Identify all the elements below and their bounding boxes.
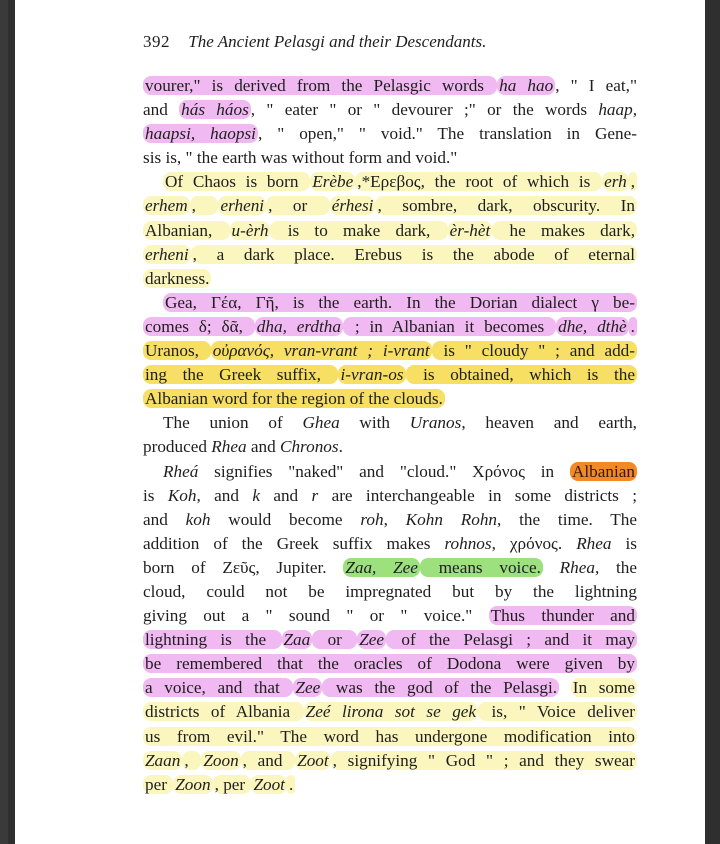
running-title: The Ancient Pelasgi and their Descendants. <box>188 32 487 51</box>
highlight-yellow-soft: Zoon <box>203 750 239 770</box>
highlight-pink: ha hao <box>499 76 554 95</box>
highlight-yellow-soft: he makes dark, <box>494 220 635 240</box>
text-segment: , and <box>196 485 253 505</box>
text-line <box>143 676 637 700</box>
text-segment <box>559 678 571 697</box>
text-segment: roh <box>360 509 384 529</box>
highlight-orange: Albanian <box>571 461 635 481</box>
book-page <box>15 0 705 844</box>
text-segment: is <box>611 533 637 553</box>
text-line <box>143 484 637 508</box>
text-segment: giving out a " sound " or " voice." <box>143 606 489 626</box>
highlight-yellow-strong: Uranos, <box>145 341 209 361</box>
highlight-yellow-soft: darkness. <box>145 268 210 288</box>
highlight-yellow-soft: , sombre, dark, obscurity. In <box>377 196 635 216</box>
highlight-yellow-strong: ing the Greek suffix, <box>145 365 337 385</box>
text-line <box>143 411 637 435</box>
text-line <box>143 580 637 604</box>
highlight-yellow-soft: ,*Ερεβος, the root of which is <box>357 172 601 192</box>
highlight-pink: Zee <box>359 630 385 650</box>
text-segment: , " open," " void." The translation in Gene- <box>257 124 637 144</box>
text-line <box>143 604 637 628</box>
highlight-yellow-soft: erheni <box>145 244 189 264</box>
text-line <box>143 122 637 146</box>
highlight-pink: Thus thunder and <box>490 606 635 626</box>
highlight-pink: ; in Albanian it becomes <box>344 316 555 336</box>
highlight-yellow-strong: Albanian word for the region of the clouds. <box>145 389 443 409</box>
text-segment: , χρόνος. <box>491 533 577 553</box>
highlight-yellow-soft: . <box>288 774 294 794</box>
text-segment: Rhea <box>211 437 247 457</box>
highlight-pink: was the god of the Pelasgi. <box>324 678 558 698</box>
highlight-pink: Gea, Γέα, Γῆ, is the earth. In the Dorian dialect γ be- <box>165 292 635 312</box>
highlight-yellow-soft: districts of Albania <box>145 702 302 722</box>
highlight-yellow-strong: οὐρανός, vran-vrant ; i-vrant <box>212 341 430 361</box>
text-segment: with <box>339 413 410 433</box>
text-segment: , " I eat," <box>555 76 637 95</box>
highlight-yellow-soft: Of Chaos is born <box>165 172 309 192</box>
page-number: 392 <box>143 32 170 51</box>
highlight-yellow-soft: erhem <box>145 196 188 216</box>
highlight-yellow-soft: Albanian, <box>145 220 228 240</box>
text-line <box>143 749 637 773</box>
highlight-yellow-soft: , <box>191 196 217 216</box>
highlight-yellow-strong: is " cloudy " ; and add- <box>433 341 635 361</box>
text-segment: Rheá <box>163 461 199 481</box>
text-segment: haap <box>598 100 633 120</box>
highlight-pink: be remembered that the oracles of Dodona were given by <box>145 654 635 674</box>
highlight-pink: lightning is the <box>145 630 280 650</box>
highlight-yellow-soft: , a dark place. Erebus is the abode of eternal <box>192 244 635 264</box>
highlight-yellow-soft: erh <box>604 172 627 192</box>
highlight-pink: dhe, dthè <box>558 316 627 336</box>
highlight-yellow-soft: érhesi <box>331 196 374 216</box>
text-segment: would become <box>210 509 361 529</box>
text-segment: Chronos <box>280 437 339 457</box>
text-segment: and <box>246 437 280 457</box>
highlight-yellow-soft: us from evil." The word has undergone modification into <box>145 726 635 746</box>
text-line <box>143 700 637 724</box>
highlight-yellow-soft: Zeé lirona sot se gek <box>305 702 477 722</box>
text-segment: r <box>311 485 319 505</box>
text-segment: , " eater " or " devourer ;" or the words <box>250 100 599 120</box>
text-segment: Kohn Rohn <box>405 509 498 529</box>
text-segment: , heaven and earth, <box>461 413 637 433</box>
highlight-yellow-soft: is, " Voice deliver <box>480 702 635 722</box>
text-segment: and <box>259 485 312 505</box>
text-segment: cloud, could not be impregnated but by the lightning <box>143 581 637 601</box>
text-segment: addition of the Greek suffix makes <box>143 533 445 553</box>
text-segment: rohnos <box>444 533 492 553</box>
text-segment: . <box>338 437 343 457</box>
text-segment: and <box>143 509 186 529</box>
text-segment: Koh <box>167 485 197 505</box>
highlight-yellow-soft: , and <box>242 750 294 770</box>
text-line <box>143 291 637 315</box>
text-line <box>143 363 637 387</box>
text-segment: , the <box>594 557 638 577</box>
viewer-left-edge <box>0 0 8 844</box>
highlight-yellow-soft: , <box>630 172 635 192</box>
running-head <box>143 32 637 52</box>
text-segment: k <box>252 485 260 505</box>
text-segment <box>543 558 560 577</box>
highlight-yellow-soft: Zaan <box>145 750 181 770</box>
highlight-yellow-soft: Zoon <box>175 774 211 794</box>
highlight-yellow-soft: Zoot <box>253 774 285 794</box>
text-segment: Ghea <box>302 413 340 433</box>
highlight-yellow-soft: Erèbe <box>312 172 354 192</box>
text-line <box>143 267 637 291</box>
text-segment: are interchangeable in some districts ; <box>318 485 637 505</box>
highlight-pink: or <box>314 630 356 650</box>
text-line <box>143 556 637 580</box>
text-line <box>143 628 637 652</box>
text-line <box>143 243 637 267</box>
highlight-pink: dha, erdtha <box>256 316 341 336</box>
text-line <box>143 315 637 339</box>
text-line <box>143 387 637 411</box>
text-line <box>143 532 637 556</box>
text-segment: and <box>143 100 180 120</box>
highlight-yellow-soft: per <box>145 774 172 794</box>
text-segment: koh <box>185 509 211 529</box>
highlight-yellow-soft: , <box>184 750 200 770</box>
highlight-yellow-soft: , per <box>214 774 250 794</box>
text-segment: sis is, " the earth was without form and void." <box>143 148 458 168</box>
text-line <box>143 460 637 484</box>
text-segment: The union of <box>163 413 303 433</box>
highlight-pink: Zee <box>295 678 321 698</box>
text-line <box>143 725 637 749</box>
highlight-yellow-soft: Zoot <box>297 750 329 770</box>
text-segment: Uranos <box>409 413 462 433</box>
text-segment: , <box>383 509 406 529</box>
highlight-green: Zaa, Zee <box>345 557 418 577</box>
text-line <box>143 652 637 676</box>
highlight-pink: comes δ; δᾶ, <box>145 316 253 336</box>
text-segment: signifies "naked" and "cloud." Χρόνος in <box>198 461 570 481</box>
text-line <box>143 339 637 363</box>
body-text <box>143 74 637 797</box>
text-segment: Rhea <box>576 533 612 553</box>
text-segment: is <box>143 485 168 505</box>
highlight-green: means voice. <box>421 557 541 577</box>
highlight-yellow-soft: , signifying " God " ; and they swear <box>332 750 635 770</box>
text-line <box>143 146 637 170</box>
highlight-pink: a voice, and that <box>145 678 292 698</box>
highlight-yellow-soft: èr-hèt <box>449 220 491 240</box>
text-line <box>143 773 637 797</box>
text-segment: born of Ζεῦς, Jupiter. <box>143 557 344 577</box>
highlight-yellow-soft: is to make dark, <box>272 220 446 240</box>
highlight-yellow-strong: is obtained, which is the <box>407 365 635 385</box>
highlight-pink: haapsi, haopsi <box>145 124 256 144</box>
text-line <box>143 194 637 218</box>
text-line <box>143 98 637 122</box>
highlight-yellow-soft: , or <box>268 196 328 216</box>
text-line <box>143 74 637 98</box>
highlight-pink: vourer," is derived from the Pelasgic words <box>145 76 496 95</box>
highlight-yellow-strong: i-vran-os <box>340 365 404 385</box>
highlight-yellow-soft: u-èrh <box>231 220 269 240</box>
highlight-pink: . <box>630 316 635 336</box>
text-line <box>143 170 637 194</box>
highlight-yellow-soft: erheni <box>220 196 265 216</box>
highlight-pink: of the Pelasgi ; and it may <box>388 630 635 650</box>
text-line <box>143 219 637 243</box>
text-segment: , <box>632 100 637 120</box>
highlight-yellow-soft: In some <box>572 678 635 698</box>
text-segment: produced <box>143 437 212 457</box>
highlight-pink: hás háos <box>181 100 249 120</box>
text-line <box>143 508 637 532</box>
highlight-pink: Zaa <box>283 630 311 650</box>
text-line <box>143 435 637 459</box>
text-segment: Rhea <box>559 557 595 577</box>
text-segment: , the time. The <box>497 509 637 529</box>
